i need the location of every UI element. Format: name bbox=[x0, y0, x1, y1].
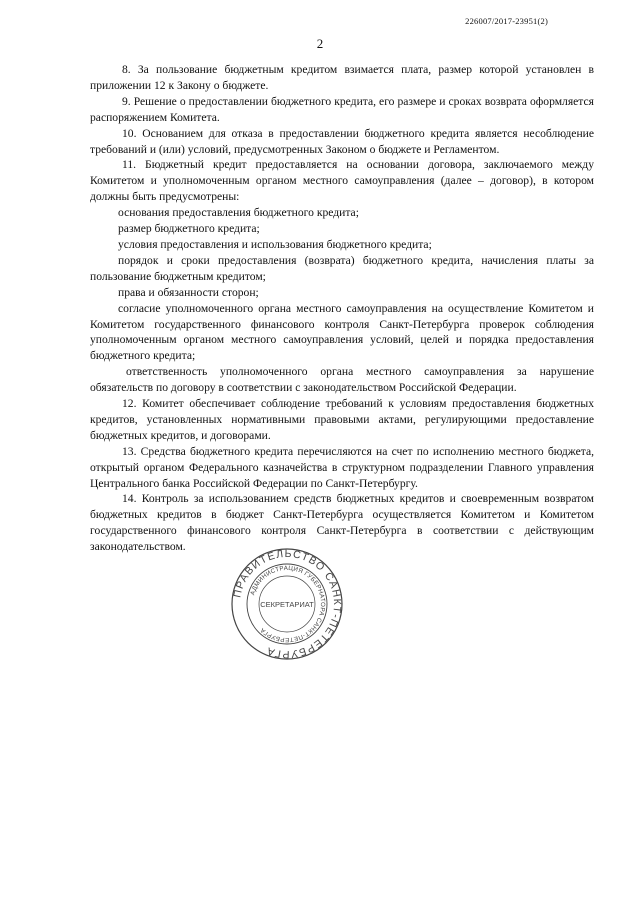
stamp-center-text: СЕКРЕТАРИАТ bbox=[260, 600, 314, 609]
page-number: 2 bbox=[316, 36, 324, 51]
stamp-outer-text: ПРАВИТЕЛЬСТВО САНКТ-ПЕТЕРБУРГА bbox=[231, 548, 343, 660]
paragraph-12: 12. Комитет обеспечивает соблюдение требований к условиям предоставления бюджетных кредитов, установленных нормативными правовыми актами, регулирующими предоставление бюджетных кредитов, и договорами. bbox=[90, 397, 594, 442]
paragraph-10: 10. Основанием для отказа в предоставлении бюджетного кредита является несоблюдение требований и (или) условий, предусмотренных Законом о бюджете и Регламентом. bbox=[90, 126, 594, 156]
stamp-seal-graphic bbox=[231, 548, 343, 660]
contract-term-item: размер бюджетного кредита; bbox=[118, 222, 260, 236]
paragraph-11: 11. Бюджетный кредит предоставляется на основании договора, заключаемого между Комитетом и уполномоченным органом местного самоуправления (далее – договор), в котором должны быть предусмотрены: bbox=[90, 158, 594, 204]
document-body bbox=[90, 62, 594, 555]
contract-term-item: права и обязанности сторон; bbox=[118, 285, 259, 299]
paragraph-13: 13. Средства бюджетного кредита перечисляются на счет по исполнению местного бюджета, открытый органом Федерального казначейства в структурном подразделении Главного управления Центрального банка Российской Федерации по Санкт-Петербургу. bbox=[90, 444, 594, 490]
paragraph-9: 9. Решение о предоставлении бюджетного кредита, его размере и сроках возврата оформляется распоряжением Комитета. bbox=[90, 94, 594, 124]
document-number: 226007/2017-23951(2) bbox=[465, 16, 548, 26]
official-stamp bbox=[231, 548, 343, 660]
stamp-inner-text: АДМИНИСТРАЦИЯ ГУБЕРНАТОРА САНКТ-ПЕТЕРБУРГА bbox=[249, 564, 327, 644]
contract-term-item: согласие уполномоченного органа местного самоуправления на осуществление Комитетом и Комитетом государственного финансового контроля Санкт-Петербурга проверок соблюдения уполномоченным органом местного самоуправления условий, целей и порядка предоставления бюджетного кредита; bbox=[90, 301, 594, 363]
contract-term-item: порядок и сроки предоставления (возврата) бюджетного кредита, начисления платы за пользование бюджетным кредитом; bbox=[90, 253, 594, 283]
contract-term-item: условия предоставления и использования бюджетного кредита; bbox=[118, 237, 432, 251]
contract-term-item: основания предоставления бюджетного кредита; bbox=[118, 206, 359, 220]
contract-term-item: ответственность уполномоченного органа местного самоуправления за нарушение обязательств по договору в соответствии с законодательством Российской Федерации. bbox=[90, 365, 594, 395]
paragraph-14: 14. Контроль за использованием средств бюджетных кредитов и своевременным возвратом бюджетных кредитов в бюджет Санкт-Петербурга осуществляется Комитетом и Комитетом государственного финансового контроля Санкт-Петербурга в соответствии с действующим законодательством. bbox=[90, 492, 594, 554]
paragraph-8: 8. За пользование бюджетным кредитом взимается плата, размер которой установлен в приложении 12 к Закону о бюджете. bbox=[90, 63, 594, 92]
